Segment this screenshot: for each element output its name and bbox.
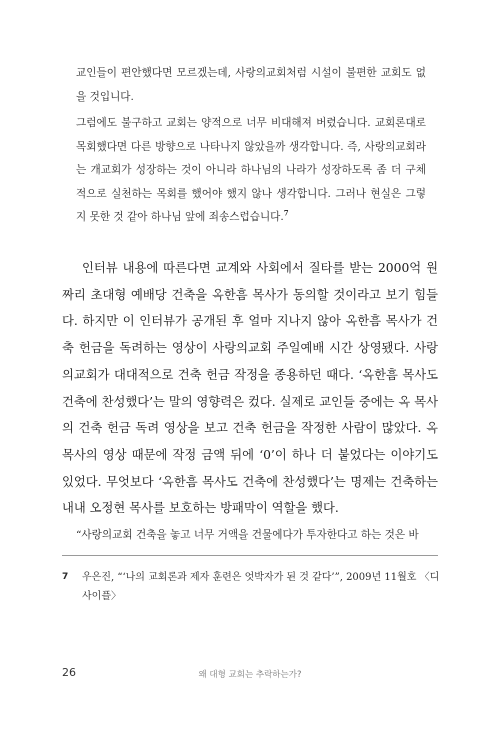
block-quote	[76, 62, 426, 233]
running-head: 왜 대형 교회는 추락하는가?	[198, 670, 302, 680]
quote-paragraph-2-text: 그럼에도 불구하고 교회는 양적으로 너무 비대해져 버렸습니다. 교회론대로 목회했다면 다른 방향으로 나타나지 않았을까 생각합니다. 즉, 사랑의교회라는 개교회가 성장하는 것이 아니라 하나님의 나라가 성장하도록 좀 더 구체적으로 실천하는 목회를 했어야 했지 않나 생각합니다. 그러나 현실은 그렇지 못한 것 같아 하나님 앞에 죄송스럽습니다.	[76, 117, 426, 223]
footnote-text: 우은진, “‘나의 교회론과 제자 훈련은 엇박자가 된 것 같다’”, 2009년 11월호 〈디사이플〉	[82, 572, 440, 602]
footnote-divider	[62, 555, 438, 556]
footnote-number: 7	[62, 572, 69, 582]
quote-paragraph-2	[76, 112, 426, 230]
body-text	[62, 255, 438, 522]
page-number: 26	[62, 666, 76, 679]
footnote	[62, 568, 442, 606]
continued-quote-line: “사랑의교회 건축을 놓고 너무 거액을 건물에다가 투자한다고 하는 것은 바	[76, 529, 419, 541]
body-paragraph: 인터뷰 내용에 따른다면 교계와 사회에서 질타를 받는 2000억 원짜리 초대형 예배당 건축을 옥한흠 목사가 동의할 것이라고 보기 힘들다. 하지만 이 인터뷰가 공개된 후 얼마 지나지 않아 옥한흠 목사가 건축 헌금을 독려하는 영상이 사랑의교회 주일예배 시간 상영됐다. 사랑의교회가 대대적으로 건축 헌금 작정을 종용하던 때다. ‘옥한흠 목사도 건축에 찬성했다’는 말의 영향력은 컸다. 실제로 교인들 중에는 옥 목사의 건축 헌금 독려 영상을 보고 건축 헌금을 작정한 사람이 많았다. 옥 목사의 영상 때문에 작정 금액 뒤에 ‘0’이 하나 더 붙었다는 이야기도 있었다. 무엇보다 ‘옥한흠 목사도 건축에 찬성했다’는 명제는 건축하는 내내 오정현 목사를 보호하는 방패막이 역할을 했다.	[62, 261, 438, 516]
quote-paragraph-1: 교인들이 편안했다면 모르겠는데, 사랑의교회처럼 시설이 불편한 교회도 없을 것입니다.	[76, 67, 426, 103]
footnote-reference[interactable]: 7	[283, 208, 289, 218]
